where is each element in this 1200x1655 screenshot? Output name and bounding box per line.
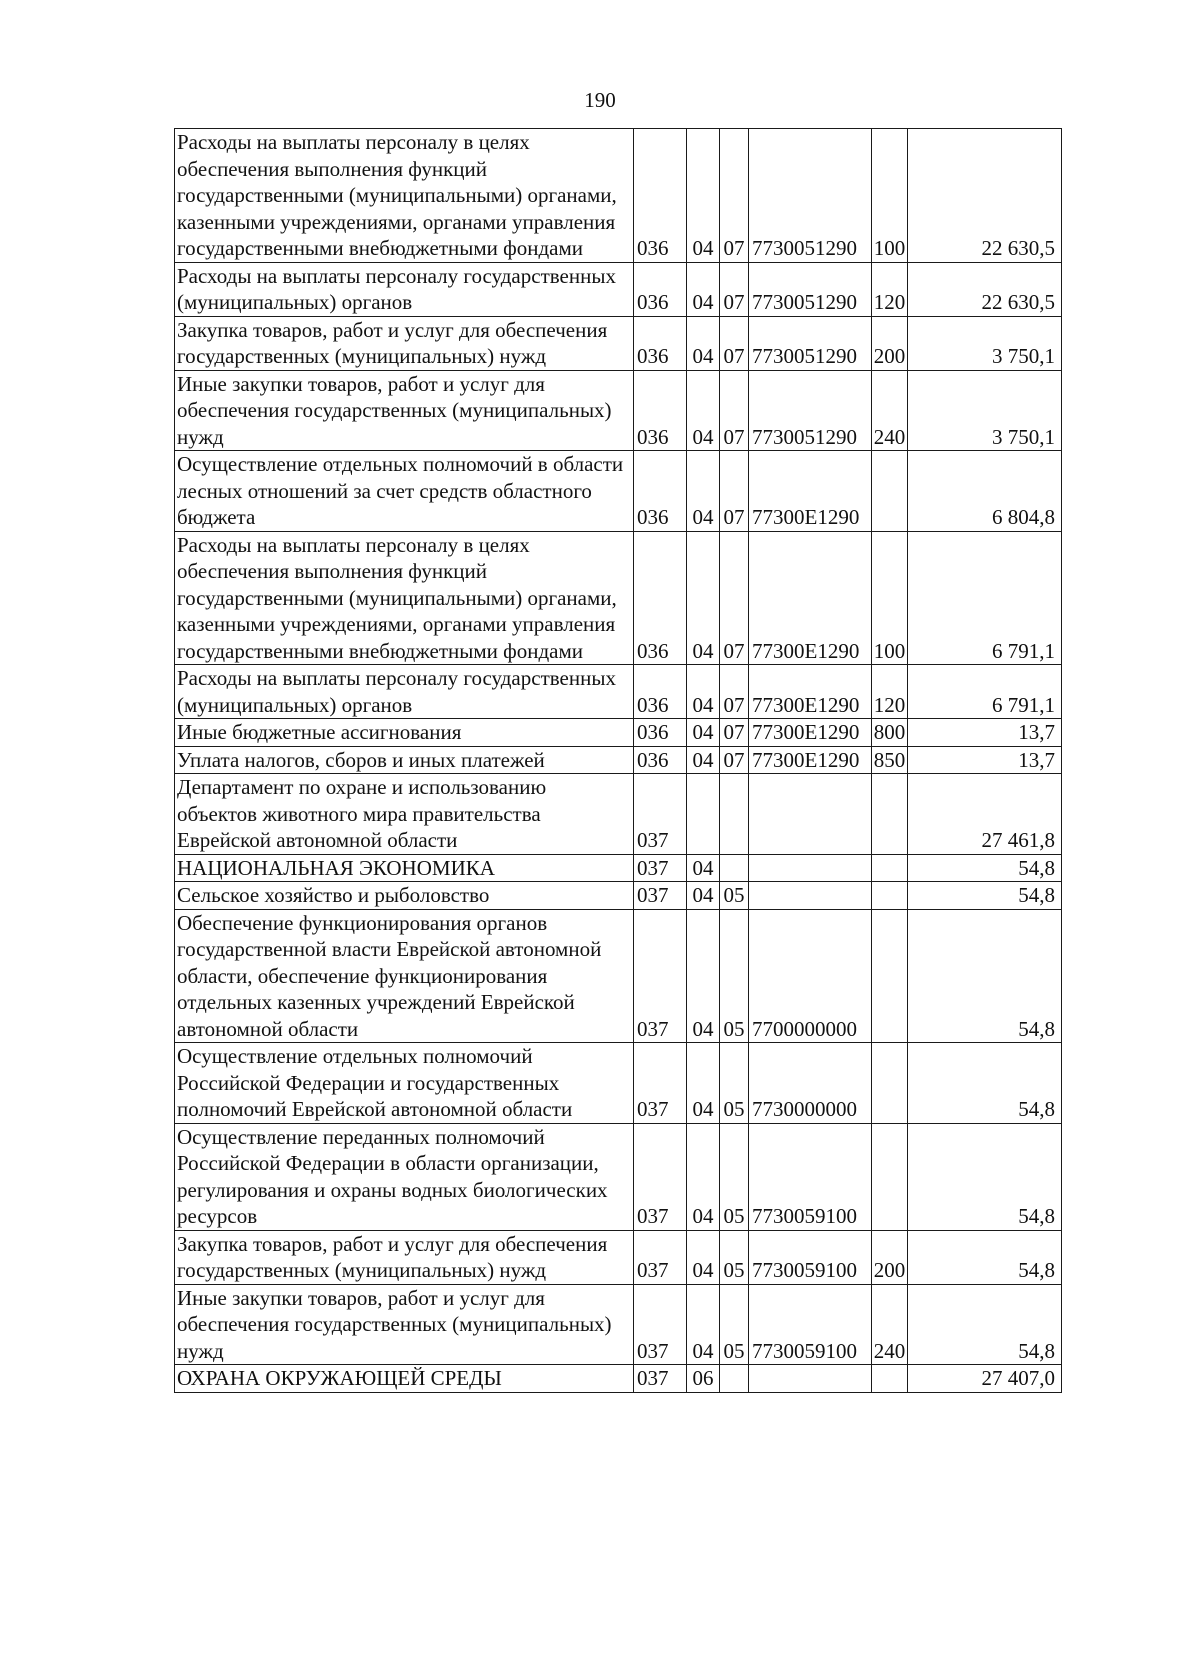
target-article-cell: 77300Е1290: [749, 746, 872, 774]
row-name-cell: НАЦИОНАЛЬНАЯ ЭКОНОМИКА: [175, 854, 634, 882]
amount-cell: 27 461,8: [908, 774, 1062, 855]
section-code-cell: 04: [687, 451, 720, 532]
amount-cell: 13,7: [908, 746, 1062, 774]
target-article-cell: 7730051290: [749, 370, 872, 451]
section-code-cell: 04: [687, 1284, 720, 1365]
expense-type-cell: 200: [872, 1230, 908, 1284]
ministry-code-cell: 036: [634, 719, 687, 747]
ministry-code-cell: 037: [634, 854, 687, 882]
ministry-code-cell: 036: [634, 531, 687, 665]
table-row: [175, 1123, 1062, 1230]
expense-type-cell: [872, 882, 908, 910]
ministry-code-cell: 036: [634, 370, 687, 451]
expense-type-cell: 240: [872, 1284, 908, 1365]
amount-cell: 22 630,5: [908, 129, 1062, 263]
section-code-cell: 04: [687, 665, 720, 719]
row-name-cell: Департамент по охране и использованию объектов животного мира правительства Еврейской автономной области: [175, 774, 634, 855]
target-article-cell: [749, 1365, 872, 1393]
table-row: [175, 1043, 1062, 1124]
row-name-cell: Иные закупки товаров, работ и услуг для обеспечения государственных (муниципальных) нужд: [175, 1284, 634, 1365]
section-code-cell: 04: [687, 746, 720, 774]
ministry-code-cell: 037: [634, 882, 687, 910]
target-article-cell: 7730051290: [749, 129, 872, 263]
table-row: [175, 451, 1062, 532]
ministry-code-cell: 036: [634, 665, 687, 719]
budget-table: [174, 128, 1062, 1393]
row-name-cell: Расходы на выплаты персоналу в целях обеспечения выполнения функций государственными (муниципальными) органами, казенными учреждениями, органами управления государственными внебюджетными фондами: [175, 129, 634, 263]
section-code-cell: 04: [687, 719, 720, 747]
expense-type-cell: 120: [872, 262, 908, 316]
section-code-cell: 04: [687, 1123, 720, 1230]
target-article-cell: 7730059100: [749, 1230, 872, 1284]
row-name-cell: Уплата налогов, сборов и иных платежей: [175, 746, 634, 774]
target-article-cell: 77300Е1290: [749, 719, 872, 747]
expense-type-cell: 850: [872, 746, 908, 774]
ministry-code-cell: 036: [634, 262, 687, 316]
amount-cell: 13,7: [908, 719, 1062, 747]
row-name-cell: Закупка товаров, работ и услуг для обеспечения государственных (муниципальных) нужд: [175, 316, 634, 370]
expense-type-cell: 240: [872, 370, 908, 451]
subsection-code-cell: 05: [720, 1284, 749, 1365]
amount-cell: 54,8: [908, 909, 1062, 1043]
target-article-cell: [749, 854, 872, 882]
table-row: [175, 129, 1062, 263]
table-row: [175, 316, 1062, 370]
section-code-cell: [687, 774, 720, 855]
page-number: 190: [584, 88, 616, 112]
target-article-cell: [749, 882, 872, 910]
amount-cell: 27 407,0: [908, 1365, 1062, 1393]
subsection-code-cell: 05: [720, 1123, 749, 1230]
amount-cell: 22 630,5: [908, 262, 1062, 316]
table-row: [175, 719, 1062, 747]
subsection-code-cell: 07: [720, 746, 749, 774]
amount-cell: 54,8: [908, 1284, 1062, 1365]
subsection-code-cell: 05: [720, 1043, 749, 1124]
ministry-code-cell: 037: [634, 774, 687, 855]
subsection-code-cell: [720, 854, 749, 882]
subsection-code-cell: 07: [720, 129, 749, 263]
table-body: [175, 129, 1062, 1393]
expense-type-cell: [872, 1043, 908, 1124]
amount-cell: 3 750,1: [908, 316, 1062, 370]
row-name-cell: Осуществление отдельных полномочий в области лесных отношений за счет средств областного бюджета: [175, 451, 634, 532]
expense-type-cell: 100: [872, 129, 908, 263]
table-row: [175, 1230, 1062, 1284]
subsection-code-cell: 07: [720, 665, 749, 719]
ministry-code-cell: 037: [634, 1230, 687, 1284]
expense-type-cell: [872, 1365, 908, 1393]
ministry-code-cell: 036: [634, 316, 687, 370]
row-name-cell: Расходы на выплаты персоналу государственных (муниципальных) органов: [175, 665, 634, 719]
section-code-cell: 04: [687, 531, 720, 665]
target-article-cell: 7730051290: [749, 316, 872, 370]
target-article-cell: 7730059100: [749, 1284, 872, 1365]
section-code-cell: 04: [687, 909, 720, 1043]
subsection-code-cell: 05: [720, 1230, 749, 1284]
ministry-code-cell: 036: [634, 129, 687, 263]
expense-type-cell: 100: [872, 531, 908, 665]
ministry-code-cell: 037: [634, 1365, 687, 1393]
table-row: [175, 909, 1062, 1043]
subsection-code-cell: 05: [720, 882, 749, 910]
ministry-code-cell: 037: [634, 909, 687, 1043]
row-name-cell: Расходы на выплаты персоналу в целях обеспечения выполнения функций государственными (муниципальными) органами, казенными учреждениями, органами управления государственными внебюджетными фондами: [175, 531, 634, 665]
table-row: [175, 1365, 1062, 1393]
ministry-code-cell: 036: [634, 451, 687, 532]
expense-type-cell: [872, 909, 908, 1043]
amount-cell: 54,8: [908, 1123, 1062, 1230]
table-row: [175, 882, 1062, 910]
target-article-cell: 77300Е1290: [749, 451, 872, 532]
target-article-cell: 7700000000: [749, 909, 872, 1043]
expense-type-cell: [872, 1123, 908, 1230]
row-name-cell: Иные закупки товаров, работ и услуг для обеспечения государственных (муниципальных) нужд: [175, 370, 634, 451]
subsection-code-cell: 07: [720, 262, 749, 316]
section-code-cell: 04: [687, 370, 720, 451]
row-name-cell: Сельское хозяйство и рыболовство: [175, 882, 634, 910]
amount-cell: 3 750,1: [908, 370, 1062, 451]
target-article-cell: 77300Е1290: [749, 665, 872, 719]
amount-cell: 54,8: [908, 1230, 1062, 1284]
ministry-code-cell: 037: [634, 1284, 687, 1365]
subsection-code-cell: 05: [720, 909, 749, 1043]
amount-cell: 6 791,1: [908, 665, 1062, 719]
amount-cell: 54,8: [908, 1043, 1062, 1124]
ministry-code-cell: 037: [634, 1043, 687, 1124]
expense-type-cell: 200: [872, 316, 908, 370]
expense-type-cell: [872, 854, 908, 882]
row-name-cell: Закупка товаров, работ и услуг для обеспечения государственных (муниципальных) нужд: [175, 1230, 634, 1284]
expense-type-cell: [872, 774, 908, 855]
table-row: [175, 746, 1062, 774]
table-row: [175, 665, 1062, 719]
ministry-code-cell: 036: [634, 746, 687, 774]
row-name-cell: Расходы на выплаты персоналу государственных (муниципальных) органов: [175, 262, 634, 316]
target-article-cell: [749, 774, 872, 855]
row-name-cell: Обеспечение функционирования органов государственной власти Еврейской автономной области, обеспечение функционирования отдельных казенных учреждений Еврейской автономной области: [175, 909, 634, 1043]
subsection-code-cell: 07: [720, 451, 749, 532]
target-article-cell: 7730051290: [749, 262, 872, 316]
amount-cell: 54,8: [908, 882, 1062, 910]
section-code-cell: 04: [687, 129, 720, 263]
section-code-cell: 06: [687, 1365, 720, 1393]
section-code-cell: 04: [687, 1043, 720, 1124]
expense-type-cell: 800: [872, 719, 908, 747]
row-name-cell: Осуществление переданных полномочий Российской Федерации в области организации, регулирования и охраны водных биологических ресурсов: [175, 1123, 634, 1230]
section-code-cell: 04: [687, 1230, 720, 1284]
table-row: [175, 262, 1062, 316]
subsection-code-cell: 07: [720, 719, 749, 747]
table-row: [175, 531, 1062, 665]
expense-type-cell: 120: [872, 665, 908, 719]
amount-cell: 6 804,8: [908, 451, 1062, 532]
subsection-code-cell: 07: [720, 316, 749, 370]
section-code-cell: 04: [687, 882, 720, 910]
table-row: [175, 774, 1062, 855]
row-name-cell: Осуществление отдельных полномочий Российской Федерации и государственных полномочий Еврейской автономной области: [175, 1043, 634, 1124]
subsection-code-cell: [720, 1365, 749, 1393]
table-row: [175, 854, 1062, 882]
row-name-cell: Иные бюджетные ассигнования: [175, 719, 634, 747]
amount-cell: 54,8: [908, 854, 1062, 882]
section-code-cell: 04: [687, 316, 720, 370]
target-article-cell: 7730059100: [749, 1123, 872, 1230]
row-name-cell: ОХРАНА ОКРУЖАЮЩЕЙ СРЕДЫ: [175, 1365, 634, 1393]
ministry-code-cell: 037: [634, 1123, 687, 1230]
amount-cell: 6 791,1: [908, 531, 1062, 665]
expense-type-cell: [872, 451, 908, 532]
target-article-cell: 7730000000: [749, 1043, 872, 1124]
subsection-code-cell: [720, 774, 749, 855]
section-code-cell: 04: [687, 854, 720, 882]
subsection-code-cell: 07: [720, 531, 749, 665]
subsection-code-cell: 07: [720, 370, 749, 451]
section-code-cell: 04: [687, 262, 720, 316]
target-article-cell: 77300Е1290: [749, 531, 872, 665]
table-row: [175, 1284, 1062, 1365]
table-row: [175, 370, 1062, 451]
